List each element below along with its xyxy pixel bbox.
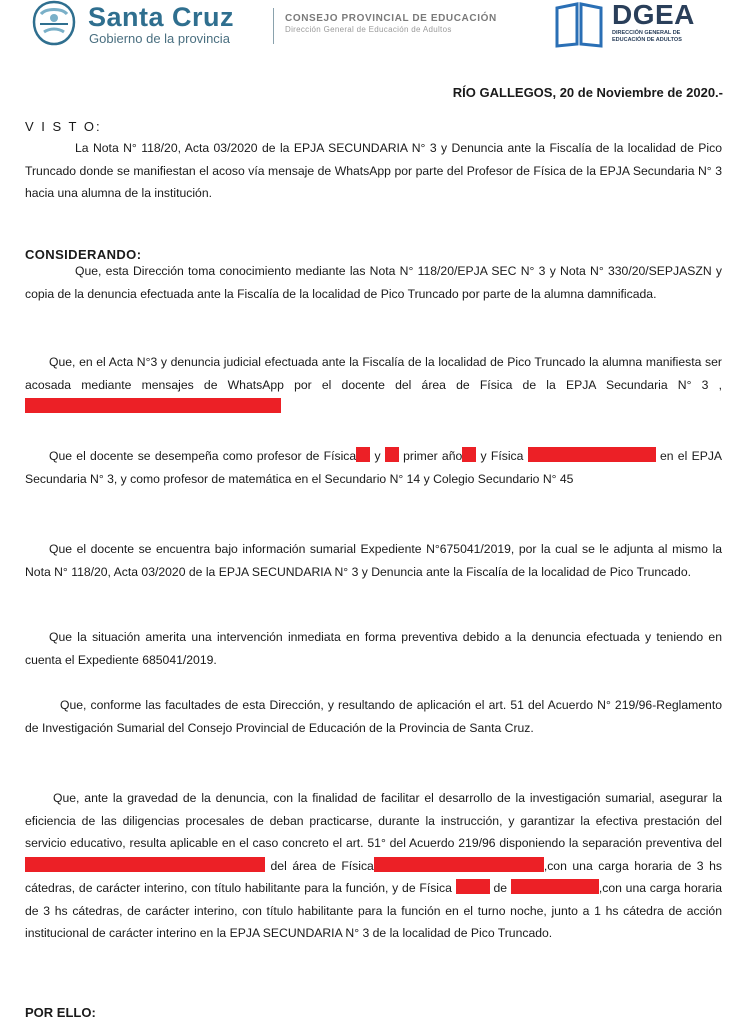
considerando-paragraph-1: Que, esta Dirección toma conocimiento mediante las Nota N° 118/20/EPJA SEC N° 3 y Nota N° 330/20/SEPJASZN y copia de la denuncia efectuada ante la Fiscalía de la localidad de Pico Truncado por parte de la alumna damnificada. [25,264,722,301]
council-title: CONSEJO PROVINCIAL DE EDUCACIÓN [285,13,497,24]
paragraph-7-part-b: del área de Física [270,858,374,873]
brand-title: Santa Cruz [88,2,235,32]
dgea-block [612,0,707,44]
visto-paragraph: La Nota N° 118/20, Acta 03/2020 de la EPJA SECUNDARIA N° 3 y Denuncia ante la Fiscalía de la localidad de Pico Truncado donde se manifiestan el acoso vía mensaje de WhatsApp por parte del Profesor de Física de la EPJA Secundaria N° 3 hacia una alumna de la institución. [25,141,722,200]
council-block [285,13,497,35]
paragraph-3-part-d: y Física [480,449,524,463]
letterhead [0,0,750,60]
dgea-book-icon [553,0,605,48]
redaction-bar [25,398,281,413]
council-subtitle: Dirección General de Educación de Adultos [285,25,452,34]
considerando-paragraph-6: Que, conforme las facultades de esta Dirección, y resultando de aplicación el art. 51 del Acuerdo N° 219/96-Reglamento de Investigación Sumarial del Consejo Provincial de Educación de la Provincia de Santa Cruz. [25,698,722,735]
redaction-bar [462,447,476,462]
redaction-bar [528,447,656,462]
considerando-paragraph-3 [25,445,722,490]
paragraph-3-part-a: Que el docente se desempeña como profesor de Física [49,449,357,463]
paragraph-3-part-b: y [374,449,381,463]
date-line: RÍO GALLEGOS, 20 de Noviembre de 2020.- [452,85,723,100]
redaction-bar [456,879,490,894]
redaction-bar [356,447,370,462]
dgea-title: DGEA [612,0,695,30]
brand-subtitle: Gobierno de la provincia [89,31,230,46]
paragraph-7-part-e: ,con una carga horaria de 3 hs cátedras, de carácter interino, con título habilitante para la función en el turno noche, junto a 1 hs cátedra de acción institucional de carácter interino en la EPJA SECUNDARIA N° 3 de la localidad de Pico Truncado. [25,881,723,940]
paragraph-7-part-c: ,con una carga horaria de 3 hs cátedras, de carácter interino, con título habilitante para la función, y de Física [25,858,722,895]
redaction-bar [385,447,399,462]
redaction-bar [374,857,544,872]
province-seal-icon [30,0,78,46]
por-ello-heading: POR ELLO: [25,1005,96,1020]
considerando-paragraph-5: Que la situación amerita una intervención inmediata en forma preventiva debido a la denuncia efectuada y teniendo en cuenta el Expediente 685041/2019. [25,630,722,667]
paragraph-7-part-a: Que, ante la gravedad de la denuncia, con la finalidad de facilitar el desarrollo de la investigación sumarial, asegurar la eficiencia de las diligencias procesales de deban practicarse, durante la instrucción, y garantizar la efectiva prestación del servicio educativo, resulta aplicable en el caso concreto el art. 51° del Acuerdo 219/96 disponiendo la separación preventiva del [25,791,722,850]
header-divider [273,8,274,44]
paragraph-2-text: Que, en el Acta N°3 y denuncia judicial efectuada ante la Fiscalía de la localidad de Pico Truncado la alumna manifiesta ser acosada mediante mensajes de WhatsApp por el docente del área de Física de la EPJA Secundaria N° 3 , [25,355,722,392]
considerando-heading: CONSIDERANDO: [25,247,142,262]
redaction-bar [25,857,265,872]
paragraph-7-part-d: de [493,881,508,895]
paragraph-3-part-c: primer año [403,449,463,463]
brand-block [88,2,234,46]
considerando-paragraph-7 [25,787,722,945]
dgea-subtitle: DIRECCIÓN GENERAL DE EDUCACIÓN DE ADULTOS [612,30,682,43]
considerando-paragraph-2 [25,351,722,419]
visto-heading: V I S T O: [25,119,102,134]
paragraph-3-part-e: en el EPJA Secundaria N° 3, y como profesor de matemática en el Secundario N° 14 y Colegio Secundario N° 45 [25,449,723,486]
redaction-bar [511,879,599,894]
considerando-paragraph-4: Que el docente se encuentra bajo información sumarial Expediente N°675041/2019, por la cual se le adjunta al mismo la Nota N° 118/20, Acta 03/2020 de la EPJA SECUNDARIA N° 3 y Denuncia ante la Fiscalía de la localidad de Pico Truncado. [25,542,722,579]
